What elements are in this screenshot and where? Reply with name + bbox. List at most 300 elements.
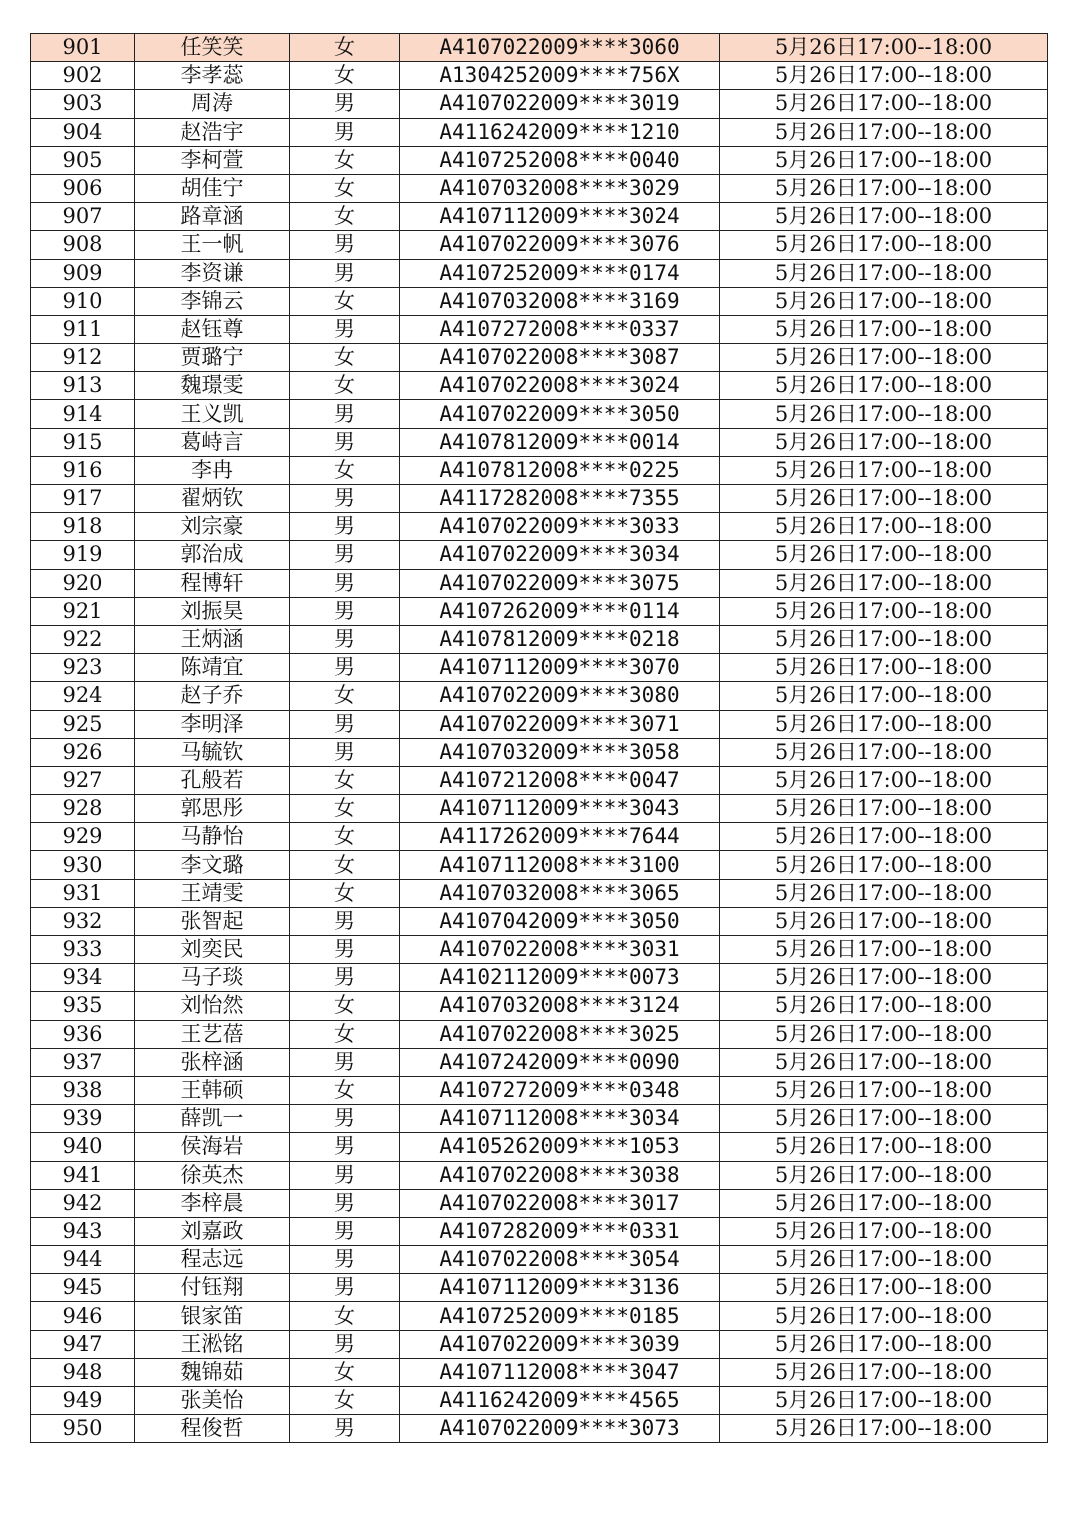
student-name-cell: 魏璟雯 [135, 372, 290, 400]
gender-cell: 男 [290, 1189, 400, 1217]
gender-cell: 女 [290, 992, 400, 1020]
time-slot-cell: 5月26日17:00--18:00 [720, 174, 1048, 202]
table-row [31, 1415, 1048, 1443]
row-number-cell: 903 [31, 90, 135, 118]
row-number-cell: 933 [31, 936, 135, 964]
student-name-cell: 付钰翔 [135, 1274, 290, 1302]
id-number-cell: A4107022008****3025 [400, 1020, 720, 1048]
table-row [31, 1189, 1048, 1217]
id-number-cell: A4107242009****0090 [400, 1048, 720, 1076]
id-number-cell: A4107032008****3124 [400, 992, 720, 1020]
row-number-cell: 941 [31, 1161, 135, 1189]
student-name-cell: 翟炳钦 [135, 485, 290, 513]
time-slot-cell: 5月26日17:00--18:00 [720, 1020, 1048, 1048]
id-number-cell: A4107022008****3017 [400, 1189, 720, 1217]
gender-cell: 男 [290, 1415, 400, 1443]
id-number-cell: A4107022009****3039 [400, 1330, 720, 1358]
row-number-cell: 930 [31, 851, 135, 879]
table-row [31, 992, 1048, 1020]
student-name-cell: 王艺蓓 [135, 1020, 290, 1048]
time-slot-cell: 5月26日17:00--18:00 [720, 1105, 1048, 1133]
gender-cell: 女 [290, 1302, 400, 1330]
table-row [31, 625, 1048, 653]
row-number-cell: 911 [31, 315, 135, 343]
table-row [31, 1133, 1048, 1161]
row-number-cell: 937 [31, 1048, 135, 1076]
table-row [31, 118, 1048, 146]
gender-cell: 男 [290, 625, 400, 653]
table-row [31, 851, 1048, 879]
time-slot-cell: 5月26日17:00--18:00 [720, 964, 1048, 992]
gender-cell: 女 [290, 146, 400, 174]
gender-cell: 女 [290, 1358, 400, 1386]
row-number-cell: 926 [31, 738, 135, 766]
student-name-cell: 王一帆 [135, 231, 290, 259]
time-slot-cell: 5月26日17:00--18:00 [720, 203, 1048, 231]
table-row [31, 795, 1048, 823]
time-slot-cell: 5月26日17:00--18:00 [720, 146, 1048, 174]
student-name-cell: 魏锦茹 [135, 1358, 290, 1386]
row-number-cell: 918 [31, 513, 135, 541]
time-slot-cell: 5月26日17:00--18:00 [720, 541, 1048, 569]
table-row [31, 964, 1048, 992]
student-name-cell: 任笑笑 [135, 34, 290, 62]
gender-cell: 男 [290, 485, 400, 513]
time-slot-cell: 5月26日17:00--18:00 [720, 1133, 1048, 1161]
row-number-cell: 944 [31, 1246, 135, 1274]
student-name-cell: 赵钰尊 [135, 315, 290, 343]
table-row [31, 879, 1048, 907]
time-slot-cell: 5月26日17:00--18:00 [720, 1217, 1048, 1245]
table-row [31, 34, 1048, 62]
row-number-cell: 923 [31, 654, 135, 682]
table-row [31, 231, 1048, 259]
time-slot-cell: 5月26日17:00--18:00 [720, 118, 1048, 146]
row-number-cell: 945 [31, 1274, 135, 1302]
id-number-cell: A4105262009****1053 [400, 1133, 720, 1161]
table-row [31, 259, 1048, 287]
time-slot-cell: 5月26日17:00--18:00 [720, 344, 1048, 372]
gender-cell: 女 [290, 34, 400, 62]
row-number-cell: 902 [31, 62, 135, 90]
student-name-cell: 葛峙言 [135, 428, 290, 456]
gender-cell: 女 [290, 682, 400, 710]
gender-cell: 男 [290, 1274, 400, 1302]
table-row [31, 738, 1048, 766]
id-number-cell: A4107022008****3038 [400, 1161, 720, 1189]
row-number-cell: 917 [31, 485, 135, 513]
gender-cell: 男 [290, 400, 400, 428]
id-number-cell: A4107032008****3029 [400, 174, 720, 202]
time-slot-cell: 5月26日17:00--18:00 [720, 851, 1048, 879]
table-row [31, 1274, 1048, 1302]
time-slot-cell: 5月26日17:00--18:00 [720, 766, 1048, 794]
student-name-cell: 程志远 [135, 1246, 290, 1274]
gender-cell: 男 [290, 710, 400, 738]
time-slot-cell: 5月26日17:00--18:00 [720, 1387, 1048, 1415]
gender-cell: 男 [290, 1105, 400, 1133]
id-number-cell: A4107022009****3060 [400, 34, 720, 62]
gender-cell: 男 [290, 597, 400, 625]
row-number-cell: 943 [31, 1217, 135, 1245]
gender-cell: 女 [290, 1076, 400, 1104]
table-row [31, 1246, 1048, 1274]
row-number-cell: 905 [31, 146, 135, 174]
id-number-cell: A4107022008****3031 [400, 936, 720, 964]
time-slot-cell: 5月26日17:00--18:00 [720, 936, 1048, 964]
gender-cell: 男 [290, 90, 400, 118]
table-row [31, 597, 1048, 625]
table-row [31, 1302, 1048, 1330]
table-row [31, 710, 1048, 738]
id-number-cell: A4107112009****3024 [400, 203, 720, 231]
gender-cell: 男 [290, 1217, 400, 1245]
gender-cell: 男 [290, 259, 400, 287]
gender-cell: 男 [290, 1246, 400, 1274]
table-row [31, 1161, 1048, 1189]
table-row [31, 1217, 1048, 1245]
gender-cell: 女 [290, 203, 400, 231]
time-slot-cell: 5月26日17:00--18:00 [720, 34, 1048, 62]
gender-cell: 女 [290, 1020, 400, 1048]
time-slot-cell: 5月26日17:00--18:00 [720, 315, 1048, 343]
table-row [31, 428, 1048, 456]
time-slot-cell: 5月26日17:00--18:00 [720, 1246, 1048, 1274]
row-number-cell: 947 [31, 1330, 135, 1358]
id-number-cell: A4107112009****3070 [400, 654, 720, 682]
student-name-cell: 银家笛 [135, 1302, 290, 1330]
row-number-cell: 948 [31, 1358, 135, 1386]
row-number-cell: 919 [31, 541, 135, 569]
gender-cell: 男 [290, 231, 400, 259]
gender-cell: 男 [290, 654, 400, 682]
time-slot-cell: 5月26日17:00--18:00 [720, 654, 1048, 682]
row-number-cell: 906 [31, 174, 135, 202]
student-name-cell: 马毓钦 [135, 738, 290, 766]
id-number-cell: A4107022008****3087 [400, 344, 720, 372]
time-slot-cell: 5月26日17:00--18:00 [720, 1415, 1048, 1443]
gender-cell: 女 [290, 174, 400, 202]
student-name-cell: 马子琰 [135, 964, 290, 992]
id-number-cell: A4107022009****3073 [400, 1415, 720, 1443]
id-number-cell: A4107022008****3054 [400, 1246, 720, 1274]
student-name-cell: 王靖雯 [135, 879, 290, 907]
gender-cell: 男 [290, 513, 400, 541]
table-row [31, 287, 1048, 315]
student-name-cell: 刘怡然 [135, 992, 290, 1020]
id-number-cell: A4107032008****3169 [400, 287, 720, 315]
table-row [31, 372, 1048, 400]
student-name-cell: 李锦云 [135, 287, 290, 315]
time-slot-cell: 5月26日17:00--18:00 [720, 992, 1048, 1020]
student-name-cell: 张美怡 [135, 1387, 290, 1415]
row-number-cell: 901 [31, 34, 135, 62]
table-row [31, 1358, 1048, 1386]
table-row [31, 569, 1048, 597]
row-number-cell: 909 [31, 259, 135, 287]
table-row [31, 654, 1048, 682]
time-slot-cell: 5月26日17:00--18:00 [720, 597, 1048, 625]
row-number-cell: 938 [31, 1076, 135, 1104]
row-number-cell: 934 [31, 964, 135, 992]
gender-cell: 女 [290, 372, 400, 400]
table-row [31, 541, 1048, 569]
table-row [31, 513, 1048, 541]
student-name-cell: 李冉 [135, 456, 290, 484]
table-row [31, 90, 1048, 118]
row-number-cell: 904 [31, 118, 135, 146]
student-name-cell: 刘奕民 [135, 936, 290, 964]
student-name-cell: 胡佳宁 [135, 174, 290, 202]
student-name-cell: 程俊哲 [135, 1415, 290, 1443]
time-slot-cell: 5月26日17:00--18:00 [720, 879, 1048, 907]
id-number-cell: A4107022009****3019 [400, 90, 720, 118]
time-slot-cell: 5月26日17:00--18:00 [720, 738, 1048, 766]
gender-cell: 男 [290, 1161, 400, 1189]
time-slot-cell: 5月26日17:00--18:00 [720, 1358, 1048, 1386]
gender-cell: 女 [290, 766, 400, 794]
id-number-cell: A4116242009****1210 [400, 118, 720, 146]
time-slot-cell: 5月26日17:00--18:00 [720, 400, 1048, 428]
table-row [31, 62, 1048, 90]
row-number-cell: 950 [31, 1415, 135, 1443]
student-name-cell: 李柯萱 [135, 146, 290, 174]
gender-cell: 男 [290, 964, 400, 992]
row-number-cell: 925 [31, 710, 135, 738]
gender-cell: 女 [290, 851, 400, 879]
student-name-cell: 王韩硕 [135, 1076, 290, 1104]
row-number-cell: 920 [31, 569, 135, 597]
row-number-cell: 910 [31, 287, 135, 315]
student-name-cell: 刘嘉政 [135, 1217, 290, 1245]
student-name-cell: 李文璐 [135, 851, 290, 879]
row-number-cell: 913 [31, 372, 135, 400]
student-name-cell: 徐英杰 [135, 1161, 290, 1189]
table-row [31, 1076, 1048, 1104]
id-number-cell: A4117262009****7644 [400, 823, 720, 851]
id-number-cell: A4107272009****0348 [400, 1076, 720, 1104]
time-slot-cell: 5月26日17:00--18:00 [720, 907, 1048, 935]
time-slot-cell: 5月26日17:00--18:00 [720, 625, 1048, 653]
row-number-cell: 946 [31, 1302, 135, 1330]
time-slot-cell: 5月26日17:00--18:00 [720, 823, 1048, 851]
time-slot-cell: 5月26日17:00--18:00 [720, 428, 1048, 456]
table-row [31, 682, 1048, 710]
table-row [31, 146, 1048, 174]
gender-cell: 女 [290, 62, 400, 90]
time-slot-cell: 5月26日17:00--18:00 [720, 1302, 1048, 1330]
table-row [31, 203, 1048, 231]
time-slot-cell: 5月26日17:00--18:00 [720, 710, 1048, 738]
student-name-cell: 周涛 [135, 90, 290, 118]
id-number-cell: A4107112009****3043 [400, 795, 720, 823]
table-row [31, 400, 1048, 428]
id-number-cell: A4107812009****0014 [400, 428, 720, 456]
gender-cell: 男 [290, 428, 400, 456]
id-number-cell: A4107212008****0047 [400, 766, 720, 794]
id-number-cell: A4107812008****0225 [400, 456, 720, 484]
id-number-cell: A4107262009****0114 [400, 597, 720, 625]
gender-cell: 男 [290, 1330, 400, 1358]
id-number-cell: A4107812009****0218 [400, 625, 720, 653]
time-slot-cell: 5月26日17:00--18:00 [720, 569, 1048, 597]
table-row [31, 344, 1048, 372]
student-name-cell: 李明泽 [135, 710, 290, 738]
id-number-cell: A4107022009****3033 [400, 513, 720, 541]
row-number-cell: 949 [31, 1387, 135, 1415]
student-name-cell: 薛凯一 [135, 1105, 290, 1133]
id-number-cell: A4107032008****3065 [400, 879, 720, 907]
row-number-cell: 914 [31, 400, 135, 428]
student-name-cell: 郭治成 [135, 541, 290, 569]
id-number-cell: A4107112008****3034 [400, 1105, 720, 1133]
row-number-cell: 908 [31, 231, 135, 259]
row-number-cell: 929 [31, 823, 135, 851]
table-row [31, 315, 1048, 343]
student-name-cell: 王义凯 [135, 400, 290, 428]
row-number-cell: 927 [31, 766, 135, 794]
id-number-cell: A4107272008****0337 [400, 315, 720, 343]
gender-cell: 男 [290, 936, 400, 964]
gender-cell: 男 [290, 1133, 400, 1161]
time-slot-cell: 5月26日17:00--18:00 [720, 287, 1048, 315]
student-name-cell: 赵子乔 [135, 682, 290, 710]
time-slot-cell: 5月26日17:00--18:00 [720, 485, 1048, 513]
time-slot-cell: 5月26日17:00--18:00 [720, 231, 1048, 259]
time-slot-cell: 5月26日17:00--18:00 [720, 62, 1048, 90]
time-slot-cell: 5月26日17:00--18:00 [720, 372, 1048, 400]
gender-cell: 女 [290, 823, 400, 851]
row-number-cell: 924 [31, 682, 135, 710]
gender-cell: 男 [290, 541, 400, 569]
row-number-cell: 915 [31, 428, 135, 456]
row-number-cell: 932 [31, 907, 135, 935]
id-number-cell: A4107252009****0174 [400, 259, 720, 287]
student-name-cell: 赵浩宇 [135, 118, 290, 146]
student-name-cell: 陈靖宜 [135, 654, 290, 682]
student-name-cell: 路章涵 [135, 203, 290, 231]
id-number-cell: A4107022009****3071 [400, 710, 720, 738]
row-number-cell: 912 [31, 344, 135, 372]
table-row [31, 456, 1048, 484]
id-number-cell: A4107022009****3075 [400, 569, 720, 597]
student-name-cell: 刘宗豪 [135, 513, 290, 541]
row-number-cell: 939 [31, 1105, 135, 1133]
student-name-cell: 李梓晨 [135, 1189, 290, 1217]
table-row [31, 907, 1048, 935]
student-name-cell: 郭思彤 [135, 795, 290, 823]
student-name-cell: 刘振昊 [135, 597, 290, 625]
id-number-cell: A4107042009****3050 [400, 907, 720, 935]
table-row [31, 1387, 1048, 1415]
row-number-cell: 940 [31, 1133, 135, 1161]
row-number-cell: 935 [31, 992, 135, 1020]
table-row [31, 174, 1048, 202]
row-number-cell: 921 [31, 597, 135, 625]
row-number-cell: 922 [31, 625, 135, 653]
id-number-cell: A1304252009****756X [400, 62, 720, 90]
time-slot-cell: 5月26日17:00--18:00 [720, 1330, 1048, 1358]
student-name-cell: 王淞铭 [135, 1330, 290, 1358]
gender-cell: 女 [290, 879, 400, 907]
table-row [31, 936, 1048, 964]
id-number-cell: A4107252008****0040 [400, 146, 720, 174]
gender-cell: 女 [290, 1387, 400, 1415]
roster-body [31, 34, 1048, 1443]
id-number-cell: A4107022008****3024 [400, 372, 720, 400]
table-row [31, 1048, 1048, 1076]
id-number-cell: A4107022009****3076 [400, 231, 720, 259]
time-slot-cell: 5月26日17:00--18:00 [720, 259, 1048, 287]
student-name-cell: 孔般若 [135, 766, 290, 794]
row-number-cell: 928 [31, 795, 135, 823]
id-number-cell: A4107022009****3050 [400, 400, 720, 428]
time-slot-cell: 5月26日17:00--18:00 [720, 795, 1048, 823]
gender-cell: 男 [290, 118, 400, 146]
id-number-cell: A4107032009****3058 [400, 738, 720, 766]
table-row [31, 1020, 1048, 1048]
gender-cell: 女 [290, 456, 400, 484]
table-row [31, 823, 1048, 851]
id-number-cell: A4107112008****3047 [400, 1358, 720, 1386]
time-slot-cell: 5月26日17:00--18:00 [720, 456, 1048, 484]
table-row [31, 1105, 1048, 1133]
student-name-cell: 侯海岩 [135, 1133, 290, 1161]
row-number-cell: 931 [31, 879, 135, 907]
row-number-cell: 916 [31, 456, 135, 484]
row-number-cell: 936 [31, 1020, 135, 1048]
id-number-cell: A4117282008****7355 [400, 485, 720, 513]
table-row [31, 1330, 1048, 1358]
gender-cell: 男 [290, 315, 400, 343]
gender-cell: 女 [290, 795, 400, 823]
time-slot-cell: 5月26日17:00--18:00 [720, 682, 1048, 710]
table-row [31, 485, 1048, 513]
student-name-cell: 程博轩 [135, 569, 290, 597]
id-number-cell: A4107022009****3080 [400, 682, 720, 710]
student-name-cell: 贾璐宁 [135, 344, 290, 372]
time-slot-cell: 5月26日17:00--18:00 [720, 1161, 1048, 1189]
student-name-cell: 李孝蕊 [135, 62, 290, 90]
time-slot-cell: 5月26日17:00--18:00 [720, 1076, 1048, 1104]
table-row [31, 766, 1048, 794]
id-number-cell: A4107112009****3136 [400, 1274, 720, 1302]
student-name-cell: 张梓涵 [135, 1048, 290, 1076]
student-name-cell: 张智起 [135, 907, 290, 935]
id-number-cell: A4116242009****4565 [400, 1387, 720, 1415]
time-slot-cell: 5月26日17:00--18:00 [720, 1189, 1048, 1217]
row-number-cell: 907 [31, 203, 135, 231]
id-number-cell: A4102112009****0073 [400, 964, 720, 992]
student-name-cell: 马静怡 [135, 823, 290, 851]
gender-cell: 男 [290, 1048, 400, 1076]
student-name-cell: 李资谦 [135, 259, 290, 287]
gender-cell: 女 [290, 344, 400, 372]
roster-table [30, 33, 1048, 1443]
gender-cell: 女 [290, 287, 400, 315]
time-slot-cell: 5月26日17:00--18:00 [720, 513, 1048, 541]
gender-cell: 男 [290, 569, 400, 597]
id-number-cell: A4107112008****3100 [400, 851, 720, 879]
time-slot-cell: 5月26日17:00--18:00 [720, 1048, 1048, 1076]
id-number-cell: A4107022009****3034 [400, 541, 720, 569]
student-name-cell: 王炳涵 [135, 625, 290, 653]
row-number-cell: 942 [31, 1189, 135, 1217]
gender-cell: 男 [290, 907, 400, 935]
gender-cell: 男 [290, 738, 400, 766]
id-number-cell: A4107282009****0331 [400, 1217, 720, 1245]
id-number-cell: A4107252009****0185 [400, 1302, 720, 1330]
